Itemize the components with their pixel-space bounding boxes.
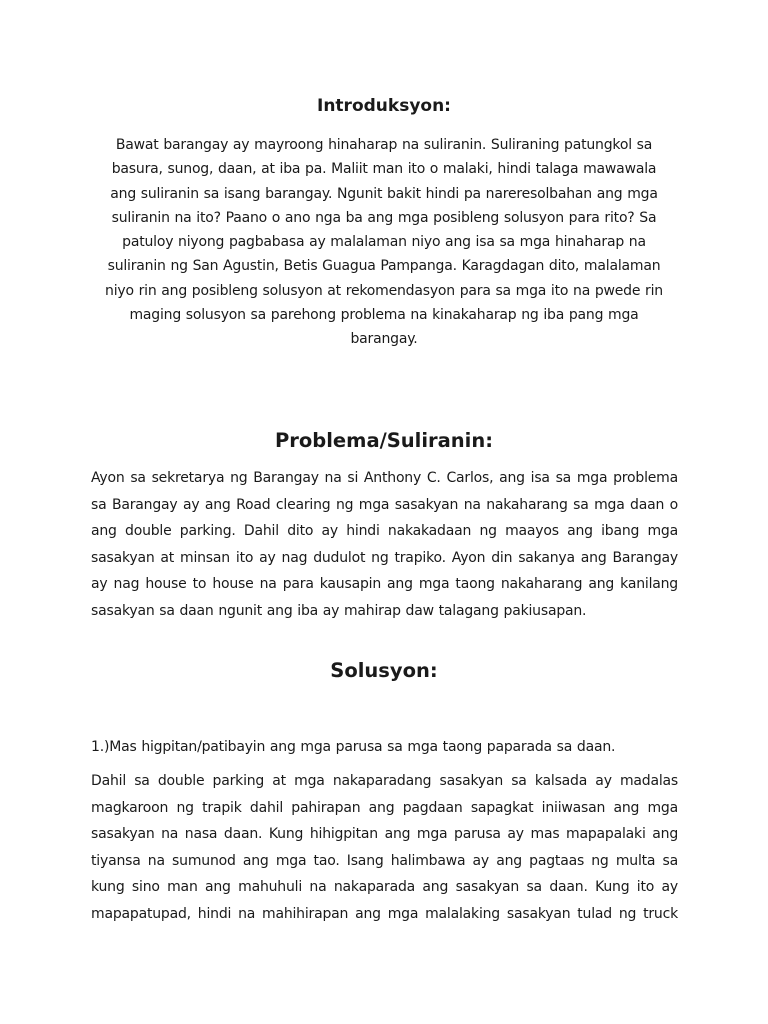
introduksyon-paragraph: Bawat barangay ay mayroong hinaharap na suliranin. Suliraning patungkol sa basura, sunog, daan, at iba pa. Maliit man ito o malaki, hindi talaga mawawala ang suliranin sa isang barangay. Ngunit bakit hindi pa nareresolbahan ang mga suliranin na ito? Paano o ano nga ba ang mga posibleng solusyon para rito? Sa patuloy niyong pagbabasa ay malalaman niyo ang isa sa mga hinaharap na suliranin ng San Agustin, Betis Guagua Pampanga. Karagdagan dito, malalaman niyo rin ang posibleng solusyon at rekomendasyon para sa mga ito na pwede rin maging solusyon sa parehong problema na kinakaharap ng iba pang mga barangay. bbox=[105, 137, 663, 348]
solusyon-paragraph: Dahil sa double parking at mga nakaparadang sasakyan sa kalsada ay madalas magkaroon ng trapik dahil pahirapan ang pagdaan sapagkat iniiwasan ang mga sasakyan na nasa daan. Kung hihigpitan ang mga parusa ay mas mapapalaki ang tiyansa na sumunod ang mga tao. Isang halimbawa ay ang pagtaas ng multa sa kung sino man ang mahuhuli na nakaparada ang sasakyan sa daan. Kung ito ay mapapatupad, hindi na mahihirapan ang mga malalaking sasakyan tulad ng truck bbox=[91, 773, 678, 922]
problema-heading: Problema/Suliranin: bbox=[274, 429, 494, 452]
problema-paragraph: Ayon sa sekretarya ng Barangay na si Anthony C. Carlos, ang isa sa mga problema sa Barangay ay ang Road clearing ng mga sasakyan na nakaharang sa mga daan o ang double parking. Dahil dito ay hindi nakakadaan ng maayos ang ibang mga sasakyan at minsan ito ay nag dudulot ng trapiko. Ayon din sakanya ang Barangay ay nag house to house na para kausapin ang mga taong nakaharang ang kanilang sasakyan sa daan ngunit ang iba ay mahirap daw talagang pakiusapan. bbox=[91, 470, 678, 619]
solusyon-item-1: 1.)Mas higpitan/patibayin ang mga parusa sa mga taong paparada sa daan. bbox=[91, 739, 616, 755]
solusyon-heading: Solusyon: bbox=[330, 659, 438, 682]
introduksyon-heading: Introduksyon: bbox=[317, 96, 451, 116]
